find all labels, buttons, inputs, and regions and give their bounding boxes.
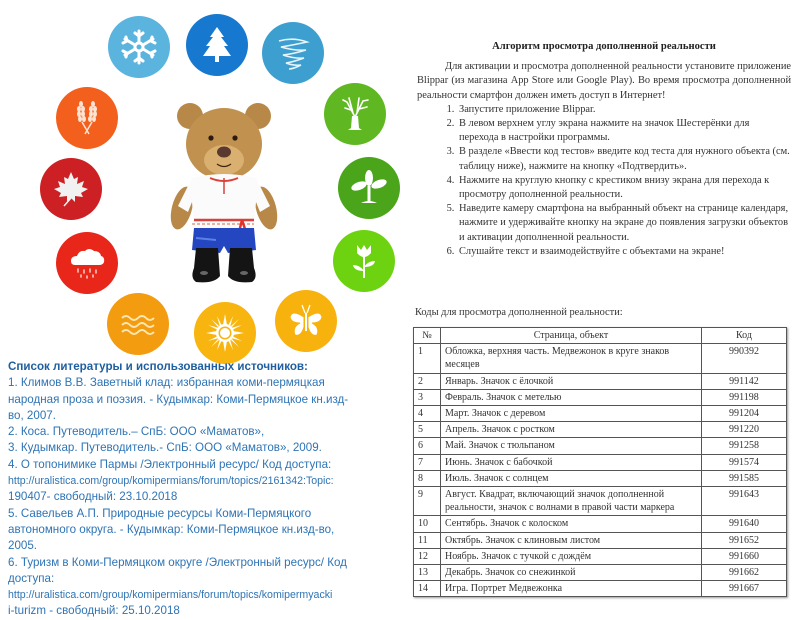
codes-table [413,327,787,597]
table-row [414,581,787,597]
row-number: 8 [414,470,441,486]
table-row [414,565,787,581]
tulip-icon [333,230,395,292]
table-row [414,548,787,564]
row-code: 991643 [702,487,787,516]
row-code: 991652 [702,532,787,548]
row-object: Игра. Портрет Медвежонка [441,581,702,597]
row-object: Апрель. Значок с ростком [441,422,702,438]
algorithm-title: Алгоритм просмотра дополненной реальности [492,41,716,52]
fir-tree-icon [186,14,248,76]
row-number: 14 [414,581,441,597]
row-code: 990392 [702,344,787,373]
sprout-icon [338,157,400,219]
reference-line: 4. О топонимике Пармы /Электронный ресурс/ Код доступа: [8,457,332,471]
row-object: Июнь. Значок с бабочкой [441,454,702,470]
table-row [414,438,787,454]
row-number: 9 [414,487,441,516]
row-code: 991640 [702,516,787,532]
row-object: Декабрь. Значок со снежинкой [441,565,702,581]
reference-line: народная проза и поэзия. - Кудымкар: Коми-Пермяцкое кн.изд- [8,392,349,406]
algorithm-section [417,40,791,259]
row-code: 991258 [702,438,787,454]
table-row [414,487,787,516]
row-number: 1 [414,344,441,373]
row-number: 6 [414,438,441,454]
row-code: 991204 [702,406,787,422]
sun-icon [194,302,256,364]
reference-line: 2. Коса. Путеводитель.– СпБ: ООО «Маматов», [8,425,265,439]
reference-line: доступа: [8,571,55,585]
row-code: 991220 [702,422,787,438]
reference-line: во, 2007. [8,408,56,422]
row-code: 991660 [702,548,787,564]
row-object: Обложка, верхняя часть. Медвежонок в круге знаков месяцев [441,344,702,373]
row-number: 12 [414,548,441,564]
maple-leaf-icon [40,158,102,220]
header-object: Страница, объект [441,328,702,344]
algorithm-step: 4. Нажмите на круглую кнопку с крестиком внизу экрана для перехода к просмотру дополненной реальности. [457,174,791,202]
algorithm-intro: Для активации и просмотра дополненной реальности установите приложение Blippar (из магазина App Store или Google Play). Во время просмотра дополненной реальности смартфон должен иметь доступ в Интернет! [417,61,791,101]
waves-icon [107,293,169,355]
reference-line: 3. Кудымкар. Путеводитель.- СпБ: ООО «Маматов», 2009. [8,441,322,455]
row-number: 7 [414,454,441,470]
table-header-row [414,328,787,344]
header-number: № [414,328,441,344]
row-code: 991142 [702,373,787,389]
row-object: Январь. Значок с ёлочкой [441,373,702,389]
algorithm-steps [417,103,791,259]
reference-line: 6. Туризм в Коми-Пермяцком округе /Электронный ресурс/ Код [8,555,347,569]
teddy-bear-image [168,98,280,288]
row-number: 4 [414,406,441,422]
row-object: Август. Квадрат, включающий значок дополненной реальности, значок с волнами в правой части маркера [441,487,702,516]
reference-line: 190407- свободный: 23.10.2018 [8,490,178,504]
table-row [414,516,787,532]
references-section [8,359,408,620]
row-object: Сентябрь. Значок с колоском [441,516,702,532]
butterfly-icon [275,290,337,352]
row-object: Февраль. Значок с метелью [441,389,702,405]
reference-link[interactable]: http://uralistica.com/group/komipermians/forum/topics/komipermyacki [8,589,333,602]
row-object: Октябрь. Значок с клиновым листом [441,532,702,548]
algorithm-step: 3. В разделе «Ввести код тестов» введите код теста для нужного объекта (см. таблицу ниже), нажмите на кнопку «Подтвердить». [457,145,791,173]
row-number: 13 [414,565,441,581]
table-row [414,373,787,389]
codes-title: Коды для просмотра дополненной реальности: [415,307,623,318]
row-code: 991585 [702,470,787,486]
tree-icon [324,83,386,145]
table-row [414,470,787,486]
row-number: 2 [414,373,441,389]
reference-line: 2005. [8,539,38,553]
rain-cloud-icon [56,232,118,294]
wheat-icon [56,87,118,149]
references-title: Список литературы и использованных источников: [8,360,308,373]
table-row [414,389,787,405]
row-code: 991667 [702,581,787,597]
table-row [414,454,787,470]
row-number: 3 [414,389,441,405]
reference-link[interactable]: http://uralistica.com/group/komipermians/forum/topics/2161342:Topic: [8,475,334,488]
algorithm-step: 6. Слушайте текст и взаимодействуйте с объектами на экране! [457,245,791,259]
row-code: 991574 [702,454,787,470]
header-code: Код [702,328,787,344]
reference-line: i-turizm - свободный: 25.10.2018 [8,604,180,618]
snowflake-icon [108,16,170,78]
row-object: Июль. Значок с солнцем [441,470,702,486]
row-object: Март. Значок с деревом [441,406,702,422]
reference-line: автономного округа. - Кудымкар: Коми-Пермяцкое кн.изд-во, [8,522,335,536]
algorithm-step: 2. В левом верхнем углу экрана нажмите на значок Шестерёнки для перехода в настройки программы. [457,117,791,145]
reference-line: 5. Савельев А.П. Природные ресурсы Коми-Пермяцкого [8,506,312,520]
reference-line: 1. Климов В.В. Заветный клад: избранная коми-пермяцкая [8,376,325,390]
table-row [414,422,787,438]
algorithm-step: 5. Наведите камеру смартфона на выбранный объект на странице календаря, нажмите и удерживайте кнопку на экране до появления загрузки объектов и активации дополненной реальности. [457,202,791,245]
row-number: 5 [414,422,441,438]
row-code: 991662 [702,565,787,581]
row-number: 10 [414,516,441,532]
blizzard-icon [262,22,324,84]
table-row [414,406,787,422]
row-number: 11 [414,532,441,548]
table-row [414,344,787,373]
table-row [414,532,787,548]
row-object: Ноябрь. Значок с тучкой с дождём [441,548,702,564]
algorithm-step: 1. Запустите приложение Blippar. [457,103,791,117]
row-code: 991198 [702,389,787,405]
row-object: Май. Значок с тюльпаном [441,438,702,454]
